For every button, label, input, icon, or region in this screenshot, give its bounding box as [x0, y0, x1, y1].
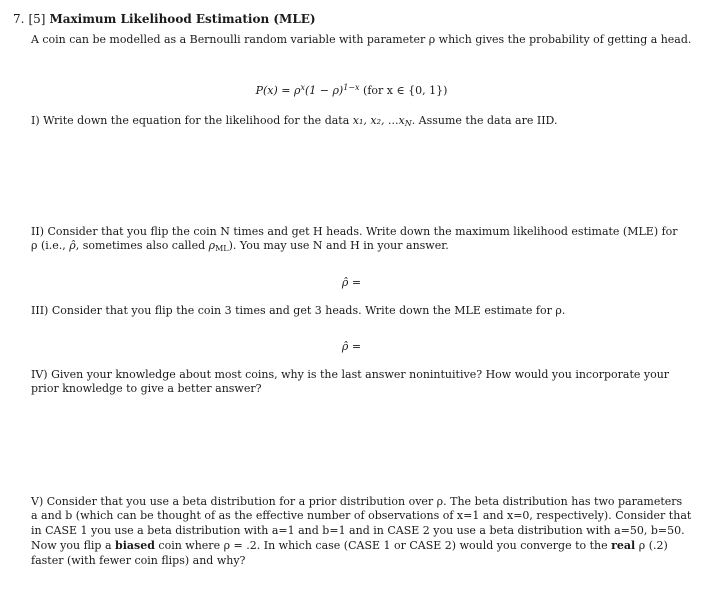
part1-text-a: I) Write down the equation for the likelihood for the data — [31, 114, 353, 127]
formula-condition: (for x ∈ {0, 1}) — [359, 84, 448, 97]
part2-line2-a: ρ (i.e., — [31, 239, 70, 252]
intro-text: A coin can be modelled as a Bernoulli random variable with parameter ρ which gives the probability of getting a head. — [31, 33, 692, 46]
part5-line2: a and b (which can be thought of as the effective number of observations of x=1 and x=0, respectively). Consider that — [31, 509, 692, 522]
part5-line5: faster (with fewer coin flips) and why? — [31, 554, 246, 567]
part5-line4 — [31, 539, 668, 553]
part5-line4-c: ρ (.2) — [635, 539, 668, 552]
formula-exp2: 1−x — [343, 83, 360, 92]
formula-exp1: x — [300, 83, 305, 92]
question-title: Maximum Likelihood Estimation (MLE) — [49, 12, 316, 26]
part4-line2: prior knowledge to give a better answer? — [31, 382, 262, 395]
part5-line3: in CASE 1 you use a beta distribution with a=1 and b=1 and in CASE 2 you use a beta distribution with a=50, b=50. — [31, 524, 685, 537]
part2-line2-c: ). You may use N and H in your answer. — [228, 239, 449, 252]
part1-text-b: . Assume the data are IID. — [411, 114, 558, 127]
formula-mid: (1 − ρ) — [304, 84, 344, 97]
part5-line4-b: coin where ρ = .2. In which case (CASE 1 or CASE 2) would you converge to the — [154, 539, 612, 552]
question-number: 7. — [13, 12, 25, 26]
bernoulli-formula — [0, 81, 703, 98]
part1-data: x₁, x₂, ...x — [352, 114, 405, 127]
part5-line1: V) Consider that you use a beta distribution for a prior distribution over ρ. The beta distribution has two parameters — [31, 495, 683, 508]
part2-rho-ml: ρ — [208, 239, 216, 252]
part4-line1: IV) Given your knowledge about most coins, why is the last answer nonintuitive? How would you incorporate your — [31, 368, 670, 381]
part5-real: real — [611, 539, 636, 552]
part2-rho-hat: ρ̂ — [69, 239, 76, 252]
part1-data-sub: N — [404, 119, 412, 128]
part2-line1: II) Consider that you flip the coin N times and get H heads. Write down the maximum likelihood estimate (MLE) for — [31, 225, 678, 238]
part2-line2-b: , sometimes also called — [75, 239, 209, 252]
part3-text: III) Consider that you flip the coin 3 times and get 3 heads. Write down the MLE estimate for ρ. — [31, 304, 566, 317]
part1-text — [31, 114, 557, 131]
question-points: [5] — [28, 12, 46, 26]
part2-rho-ml-sub: ML — [215, 244, 229, 253]
question-heading — [13, 12, 316, 26]
part3-answer: ρ̂ = — [341, 340, 362, 353]
formula-lhs: P(x) = ρ — [255, 84, 301, 97]
part2-line2 — [31, 239, 449, 256]
part2-answer-label — [0, 276, 703, 290]
part5-biased: biased — [115, 539, 155, 552]
part5-line4-a: Now you flip a — [31, 539, 116, 552]
part3-answer-label — [0, 340, 703, 354]
part2-answer: ρ̂ = — [341, 276, 362, 289]
